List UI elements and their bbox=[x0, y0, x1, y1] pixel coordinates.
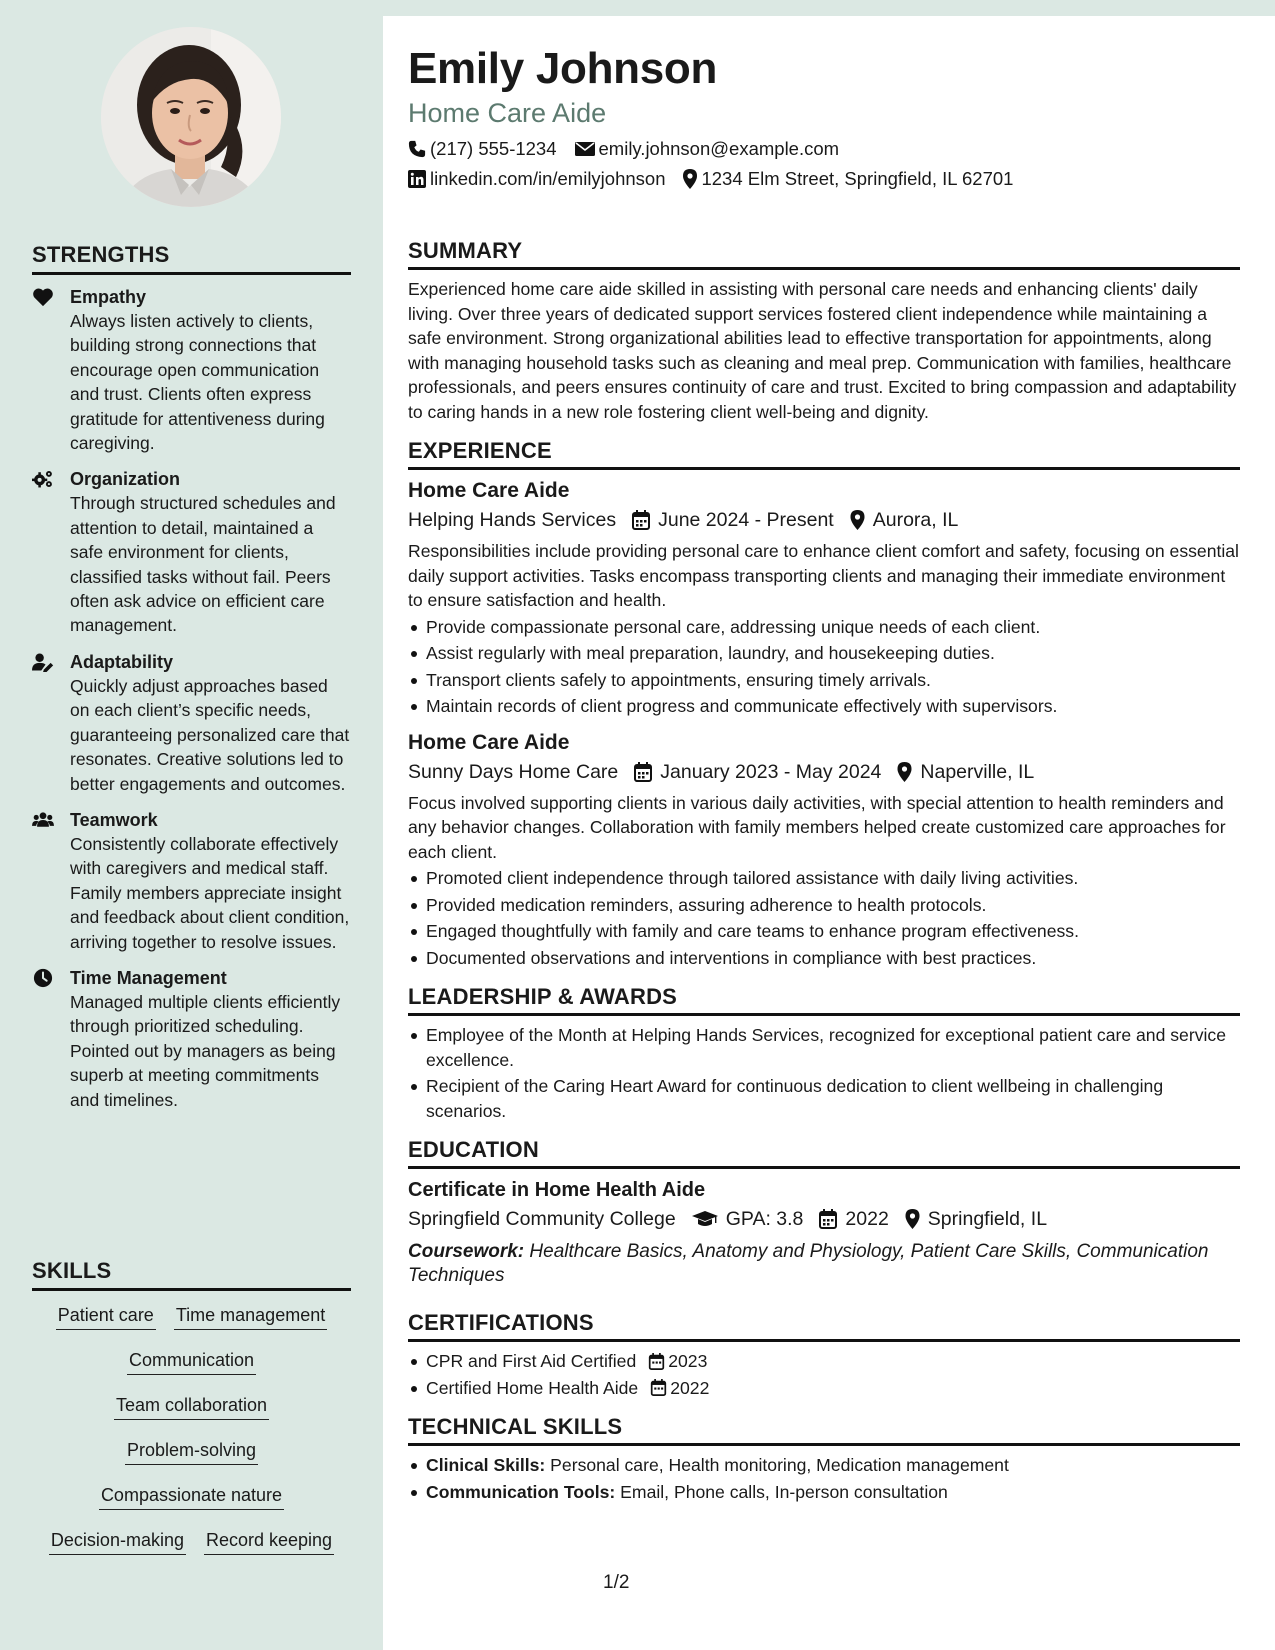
calendar-icon bbox=[819, 1209, 837, 1229]
job-description: Focus involved supporting clients in various daily activities, with special attention to health reminders and any behavior changes. Collaboration with family members helped create customized care approaches for each client. bbox=[408, 792, 1226, 862]
calendar-icon bbox=[650, 1379, 667, 1396]
list-item bbox=[408, 1349, 1240, 1374]
certifications-section bbox=[408, 1310, 1240, 1400]
leadership-title: LEADERSHIP & AWARDS bbox=[408, 984, 1240, 1016]
phone-icon bbox=[408, 140, 426, 158]
job-location-text: Naperville, IL bbox=[920, 760, 1035, 783]
linkedin-icon bbox=[408, 170, 426, 188]
calendar-icon bbox=[634, 762, 652, 782]
skill-row bbox=[99, 1481, 284, 1526]
certification-year: 2022 bbox=[670, 1377, 710, 1398]
company-name: Helping Hands Services bbox=[408, 509, 617, 531]
technical-skills-title: TECHNICAL SKILLS bbox=[408, 1414, 1240, 1446]
linkedin-contact[interactable] bbox=[408, 166, 665, 192]
list-item: Provided medication reminders, assuring adherence to health protocols. bbox=[408, 893, 1240, 918]
summary-text: Experienced home care aide skilled in assisting with personal care needs and enhancing clients' daily living. Over three years of dedicated support services fostered client independence while maintaining a safe environment. Strong organizational abilities lead to effective transportation for appointments, along with managing household tasks such as cleaning and meal prep. Communication with families, healthcare professionals, and peers ensures continuity of care and trust. Excited to bring compassion and adaptability to caring hands in a new role fostering client well-being and dignity. bbox=[408, 279, 1237, 422]
skill-category-value: Email, Phone calls, In-person consultation bbox=[615, 1481, 948, 1502]
certification-name: Certified Home Health Aide bbox=[426, 1377, 639, 1398]
list-item: Engaged thoughtfully with family and care teams to enhance program effectiveness. bbox=[408, 919, 1240, 944]
skill-tag: Time management bbox=[174, 1303, 327, 1330]
contact-row bbox=[408, 136, 1240, 162]
list-item bbox=[408, 1376, 1240, 1401]
strengths-title: STRENGTHS bbox=[32, 242, 351, 275]
technical-skills-section bbox=[408, 1414, 1240, 1504]
avatar-photo bbox=[101, 27, 281, 207]
experience-section bbox=[408, 438, 1240, 970]
strength-description: Managed multiple clients efficiently through prioritized scheduling. Pointed out by managers as being superb at meeting commitments and timelines. bbox=[70, 991, 341, 1110]
sidebar bbox=[0, 0, 383, 1650]
main-content bbox=[383, 16, 1275, 1650]
job-dates bbox=[634, 757, 881, 787]
address-contact bbox=[683, 166, 1013, 192]
job-bullets bbox=[408, 615, 1240, 719]
calendar-icon bbox=[648, 1353, 665, 1370]
experience-title: EXPERIENCE bbox=[408, 438, 1240, 470]
degree-title: Certificate in Home Health Aide bbox=[408, 1179, 706, 1201]
location-pin-icon bbox=[897, 762, 912, 782]
job-location-text: Aurora, IL bbox=[872, 509, 959, 531]
list-item: Provide compassionate personal care, addressing unique needs of each client. bbox=[408, 615, 1240, 640]
gears-icon bbox=[32, 467, 70, 637]
job-location bbox=[897, 757, 1034, 787]
skill-row bbox=[125, 1436, 258, 1481]
skill-category-label: Communication Tools: bbox=[426, 1481, 616, 1502]
strength-item bbox=[32, 650, 351, 796]
avatar bbox=[101, 27, 281, 207]
location-pin-icon bbox=[683, 169, 697, 189]
location-pin-icon bbox=[905, 1209, 920, 1229]
education-location bbox=[905, 1204, 1047, 1234]
skill-row bbox=[127, 1346, 256, 1391]
skill-tag: Decision-making bbox=[49, 1528, 186, 1555]
skills-title: SKILLS bbox=[32, 1258, 351, 1291]
heart-icon bbox=[32, 285, 70, 455]
email-contact[interactable] bbox=[575, 136, 840, 162]
phone-contact[interactable] bbox=[408, 136, 557, 162]
school-name: Springfield Community College bbox=[408, 1208, 676, 1230]
job-entry bbox=[408, 477, 1240, 719]
awards-list bbox=[408, 1023, 1240, 1123]
list-item: Maintain records of client progress and communicate effectively with supervisors. bbox=[408, 694, 1240, 719]
skills-section bbox=[32, 1258, 351, 1571]
gpa bbox=[692, 1204, 804, 1234]
list-item: Promoted client independence through tailored assistance with daily living activities. bbox=[408, 866, 1240, 891]
strength-item bbox=[32, 467, 351, 637]
coursework-label: Coursework: bbox=[408, 1241, 525, 1262]
education-section bbox=[408, 1137, 1240, 1288]
strength-item bbox=[32, 966, 351, 1112]
skill-tags bbox=[32, 1301, 351, 1571]
summary-section bbox=[408, 238, 1240, 424]
skill-tag: Patient care bbox=[56, 1303, 156, 1330]
skill-tag: Compassionate nature bbox=[99, 1483, 284, 1510]
list-item bbox=[408, 1480, 1240, 1505]
strength-title: Empathy bbox=[70, 287, 147, 307]
job-meta bbox=[408, 505, 1240, 535]
user-edit-icon bbox=[32, 650, 70, 796]
linkedin-text: linkedin.com/in/emilyjohnson bbox=[430, 168, 666, 189]
job-location bbox=[850, 505, 959, 535]
phone-text: (217) 555-1234 bbox=[430, 138, 557, 159]
job-bullets bbox=[408, 866, 1240, 970]
job-dates-text: January 2023 - May 2024 bbox=[660, 760, 882, 783]
strengths-section bbox=[32, 242, 351, 1124]
strength-description: Always listen actively to clients, building strong connections that encourage open communication and trust. Clients often express gratitude for attentiveness during caregiving. bbox=[70, 311, 325, 454]
skill-tag: Communication bbox=[127, 1348, 256, 1375]
strength-title: Adaptability bbox=[70, 651, 174, 672]
page-number: 1/2 bbox=[603, 1572, 630, 1593]
education-meta bbox=[408, 1204, 1240, 1234]
leadership-section bbox=[408, 984, 1240, 1123]
strength-description: Consistently collaborate effectively with caregivers and medical staff. Family members appreciate insight and feedback about client condition, arriving together to resolve issues. bbox=[70, 833, 350, 952]
skill-tag: Team collaboration bbox=[114, 1393, 269, 1420]
address-text: 1234 Elm Street, Springfield, IL 62701 bbox=[701, 168, 1014, 189]
certifications-title: CERTIFICATIONS bbox=[408, 1310, 1240, 1342]
location-pin-icon bbox=[850, 510, 865, 530]
strength-title: Time Management bbox=[70, 967, 227, 988]
job-title: Home Care Aide bbox=[408, 730, 570, 754]
candidate-name: Emily Johnson bbox=[408, 44, 718, 93]
certifications-list bbox=[408, 1349, 1240, 1400]
job-title: Home Care Aide bbox=[408, 479, 570, 502]
coursework bbox=[408, 1240, 1240, 1288]
gpa-text: GPA: 3.8 bbox=[725, 1208, 804, 1230]
skill-row bbox=[49, 1526, 334, 1571]
email-text: emily.johnson@example.com bbox=[598, 138, 840, 159]
skill-tag: Record keeping bbox=[204, 1528, 334, 1555]
graduation-cap-icon bbox=[692, 1210, 718, 1228]
list-item: Documented observations and interventions in compliance with best practices. bbox=[408, 946, 1240, 971]
skill-tag: Problem-solving bbox=[125, 1438, 258, 1465]
clock-icon bbox=[32, 966, 70, 1112]
strength-title: Teamwork bbox=[70, 809, 158, 830]
skill-row bbox=[114, 1391, 269, 1436]
job-dates-text: June 2024 - Present bbox=[658, 509, 834, 531]
list-item: Assist regularly with meal preparation, laundry, and housekeeping duties. bbox=[408, 641, 1240, 666]
education-year bbox=[819, 1204, 888, 1234]
list-item: Recipient of the Caring Heart Award for continuous dedication to client wellbeing in challenging scenarios. bbox=[408, 1074, 1240, 1123]
strength-item bbox=[32, 285, 351, 455]
certification-year: 2023 bbox=[668, 1351, 708, 1371]
strength-description: Quickly adjust approaches based on each client’s specific needs, guaranteeing personalized care that resonates. Creative solutions led to better engagements and outcomes. bbox=[70, 675, 350, 794]
education-title: EDUCATION bbox=[408, 1137, 1240, 1169]
users-icon bbox=[32, 808, 70, 954]
job-entry bbox=[408, 729, 1240, 971]
company-name: Sunny Days Home Care bbox=[408, 760, 619, 783]
summary-title: SUMMARY bbox=[408, 238, 1240, 270]
envelope-icon bbox=[575, 141, 595, 157]
list-item bbox=[408, 1453, 1240, 1478]
list-item: Employee of the Month at Helping Hands Services, recognized for exceptional patient care and service excellence. bbox=[408, 1023, 1240, 1072]
education-year-text: 2022 bbox=[845, 1208, 889, 1230]
coursework-text: Healthcare Basics, Anatomy and Physiology, Patient Care Skills, Communication Techniques bbox=[408, 1241, 1209, 1286]
skill-category-label: Clinical Skills: bbox=[426, 1455, 546, 1475]
job-description: Responsibilities include providing personal care to enhance client comfort and safety, focusing on essential daily support activities. Tasks encompass transporting clients and managing their immediate environment to ensure satisfaction and health. bbox=[408, 541, 1239, 610]
strength-item bbox=[32, 808, 351, 954]
candidate-role: Home Care Aide bbox=[408, 98, 607, 128]
education-location-text: Springfield, IL bbox=[927, 1208, 1048, 1230]
skill-row bbox=[56, 1301, 327, 1346]
strength-description: Through structured schedules and attention to detail, maintained a safe environment for clients, classified tasks without fail. Peers often ask advice on efficient care management. bbox=[70, 493, 336, 636]
calendar-icon bbox=[632, 510, 650, 530]
strength-title: Organization bbox=[70, 469, 181, 490]
certification-name: CPR and First Aid Certified bbox=[426, 1351, 637, 1371]
technical-skills-list bbox=[408, 1453, 1240, 1504]
contact-row bbox=[408, 166, 1240, 192]
list-item: Transport clients safely to appointments, ensuring timely arrivals. bbox=[408, 668, 1240, 693]
job-dates bbox=[632, 505, 834, 535]
skill-category-value: Personal care, Health monitoring, Medication management bbox=[545, 1455, 1009, 1475]
job-meta bbox=[408, 757, 1240, 787]
